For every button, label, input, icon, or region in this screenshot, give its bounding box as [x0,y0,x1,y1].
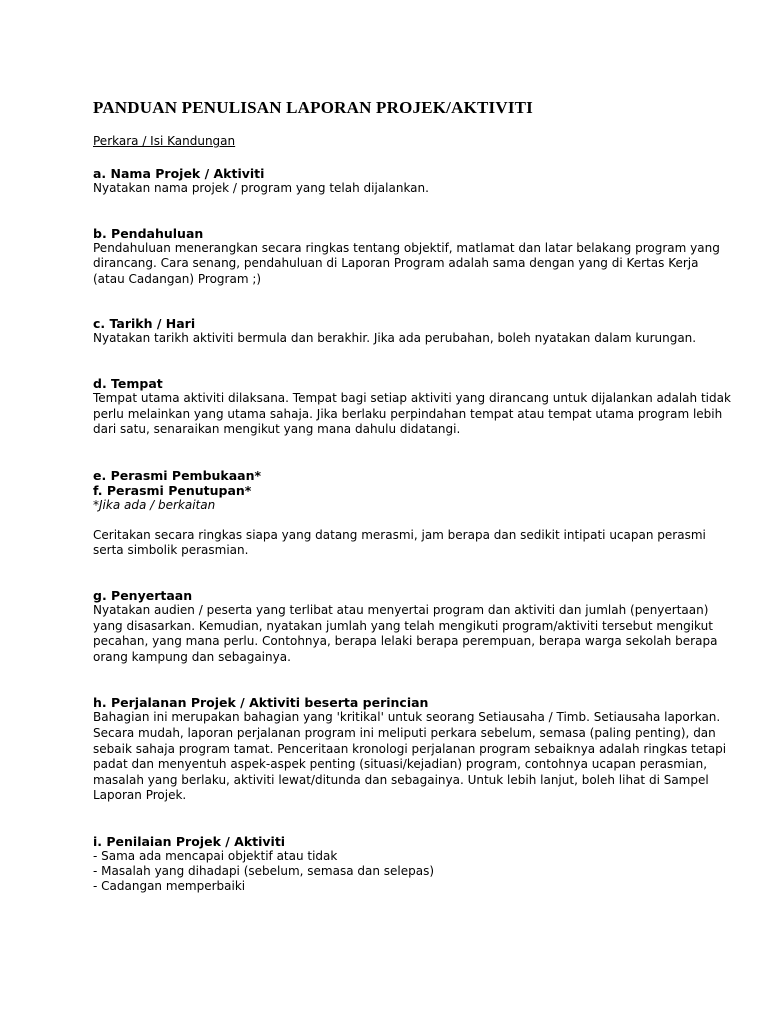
section-heading: c. Tarikh / Hari [93,316,196,332]
section-heading: f. Perasmi Penutupan* [93,482,252,498]
section-penyertaan [93,588,733,665]
section-heading: b. Pendahuluan [93,225,204,241]
section-heading: e. Perasmi Pembukaan* [93,467,262,483]
document-title: PANDUAN PENULISAN LAPORAN PROJEK/AKTIVITI [93,98,533,117]
section-nama-projek [93,166,733,197]
list-item: - Sama ada mencapai objektif atau tidak [93,848,338,863]
section-body: Ceritakan secara ringkas siapa yang datang merasmi, jam berapa dan sedikit intipati ucapan perasmi serta simbolik perasmian. [93,527,706,558]
section-body: Nyatakan audien / peserta yang terlibat atau menyertai program dan aktiviti dan jumlah (penyertaan) yang disasarkan. Kemudian, nyatakan jumlah yang telah mengikuti program/aktiviti tersebut mengikut pecahan, yang mana perlu. Contohnya, berapa lelaki berapa perempuan, berapa warga sekolah berapa orang kampung dan sebagainya. [93,602,718,664]
section-heading: i. Penilaian Projek / Aktiviti [93,833,286,849]
section-heading: a. Nama Projek / Aktiviti [93,166,265,181]
list-item: - Cadangan memperbaiki [93,878,246,893]
document-page [93,96,733,894]
section-perjalanan-projek [93,695,733,804]
section-body: Nyatakan tarikh aktiviti bermula dan berakhir. Jika ada perubahan, boleh nyatakan dalam kurungan. [93,331,697,346]
section-perasmi [93,468,733,559]
section-pendahuluan [93,226,733,288]
section-body: Tempat utama aktiviti dilaksana. Tempat bagi setiap aktiviti yang dirancang untuk dijalankan adalah tidak perlu melainkan yang utama sahaja. Jika berlaku perpindahan tempat atau tempat utama program lebih dari satu, senaraikan mengikut yang mana dahulu didatangi. [93,390,731,437]
section-heading: d. Tempat [93,375,163,391]
section-penilaian-projek [93,834,733,894]
section-heading: g. Penyertaan [93,587,193,603]
section-body: Bahagian ini merupakan bahagian yang 'kritikal' untuk seorang Setiausaha / Timb. Setiausaha laporkan. Secara mudah, laporan perjalanan program ini meliputi perkara sebelum, semasa (paling penting), dan sebaik sahaja program tamat. Penceritaan kronologi perjalanan program sebaiknya adalah ringkas tetapi padat dan menyentuh aspek-aspek penting (situasi/kejadian) program, contohnya ucapan perasmian, masalah yang berlaku, aktiviti lewat/ditunda dan sebagainya. Untuk lebih lanjut, boleh lihat di Sampel Laporan Projek. [93,710,727,803]
section-body: Pendahuluan menerangkan secara ringkas tentang objektif, matlamat dan latar belakang program yang dirancang. Cara senang, pendahuluan di Laporan Program adalah sama dengan yang di Kertas Kerja (atau Cadangan) Program ;) [93,240,720,286]
section-heading: h. Perjalanan Projek / Aktiviti beserta perincian [93,695,429,711]
section-body: Nyatakan nama projek / program yang telah dijalankan. [93,181,429,195]
document-subtitle: Perkara / Isi Kandungan [93,134,236,148]
section-note: *Jika ada / berkaitan [93,497,216,512]
section-tempat [93,376,733,438]
evaluation-list [93,849,733,894]
section-tarikh-hari [93,316,733,347]
list-item: - Masalah yang dihadapi (sebelum, semasa dan selepas) [93,863,435,878]
